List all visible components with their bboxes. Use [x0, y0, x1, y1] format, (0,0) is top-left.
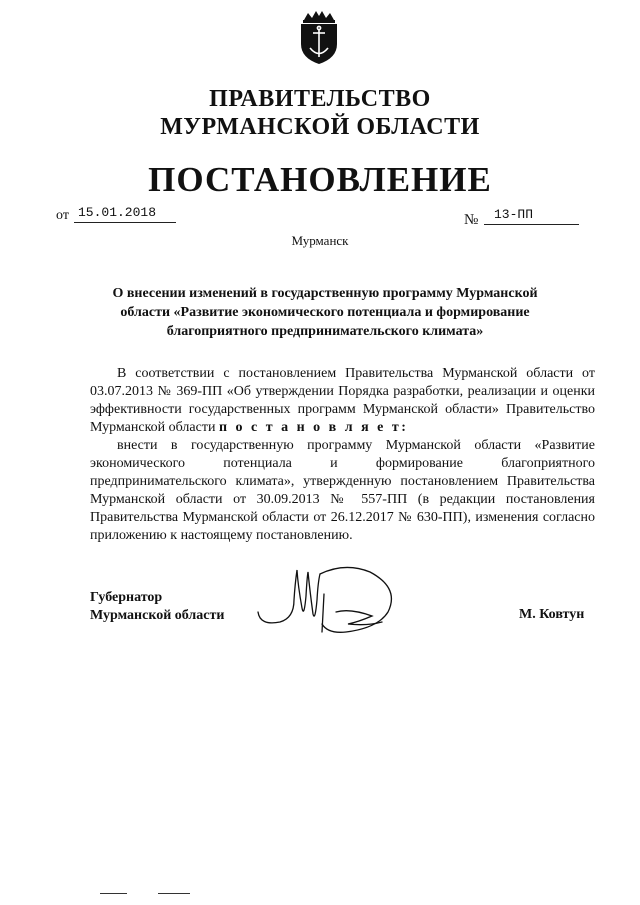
date-prefix: от: [56, 208, 69, 223]
number-underline: [484, 224, 579, 225]
document-date: 15.01.2018: [78, 205, 157, 220]
document-number: 13-ПП: [494, 207, 534, 222]
number-prefix: №: [464, 212, 479, 228]
date-underline: [74, 222, 176, 223]
signer-title-line2: Мурманской области: [90, 608, 225, 623]
signer-name: М. Ковтун: [519, 607, 585, 622]
document-type-title: ПОСТАНОВЛЕНИЕ: [148, 160, 492, 199]
coat-of-arms-icon: [296, 10, 342, 66]
body-paragraph-1: [90, 365, 595, 437]
document-body: [90, 365, 595, 545]
city-name: Мурманск: [291, 233, 349, 248]
signer-title-line1: Губернатор: [90, 590, 163, 605]
body-paragraph-1-text: В соответствии с постановлением Правительства Мурманской области от 03.07.2013 № 369-ПП «Об утверждении Порядка разработки, реализации и оценки эффективности государственных программ Мурманской области» Правительство Мурманской области: [90, 366, 595, 435]
footer-rule-left: [100, 893, 127, 894]
handwritten-signature-icon: [250, 560, 420, 645]
footer-rule-right: [158, 893, 190, 894]
signer-title: [90, 589, 224, 625]
document-subject: О внесении изменений в государственную программу Мурманской области «Развитие экономического потенциала и формирование благоприятного предпринимательского климата»: [112, 286, 538, 339]
resolves-emphasis: п о с т а н о в л я е т:: [218, 420, 409, 435]
government-title-line2: МУРМАНСКОЙ ОБЛАСТИ: [160, 114, 480, 140]
body-paragraph-2: внести в государственную программу Мурманской области «Развитие экономического потенциала и формирование благоприятного предпринимательского климата», утвержденную постановлением Правительства Мурманской области от 30.09.2013 № 557-ПП (в редакции постановления Правительства Мурманской области от 26.12.2017 № 630-ПП), изменения согласно приложению к настоящему постановлению.: [90, 438, 595, 543]
government-title-line1: ПРАВИТЕЛЬСТВО: [209, 86, 431, 112]
